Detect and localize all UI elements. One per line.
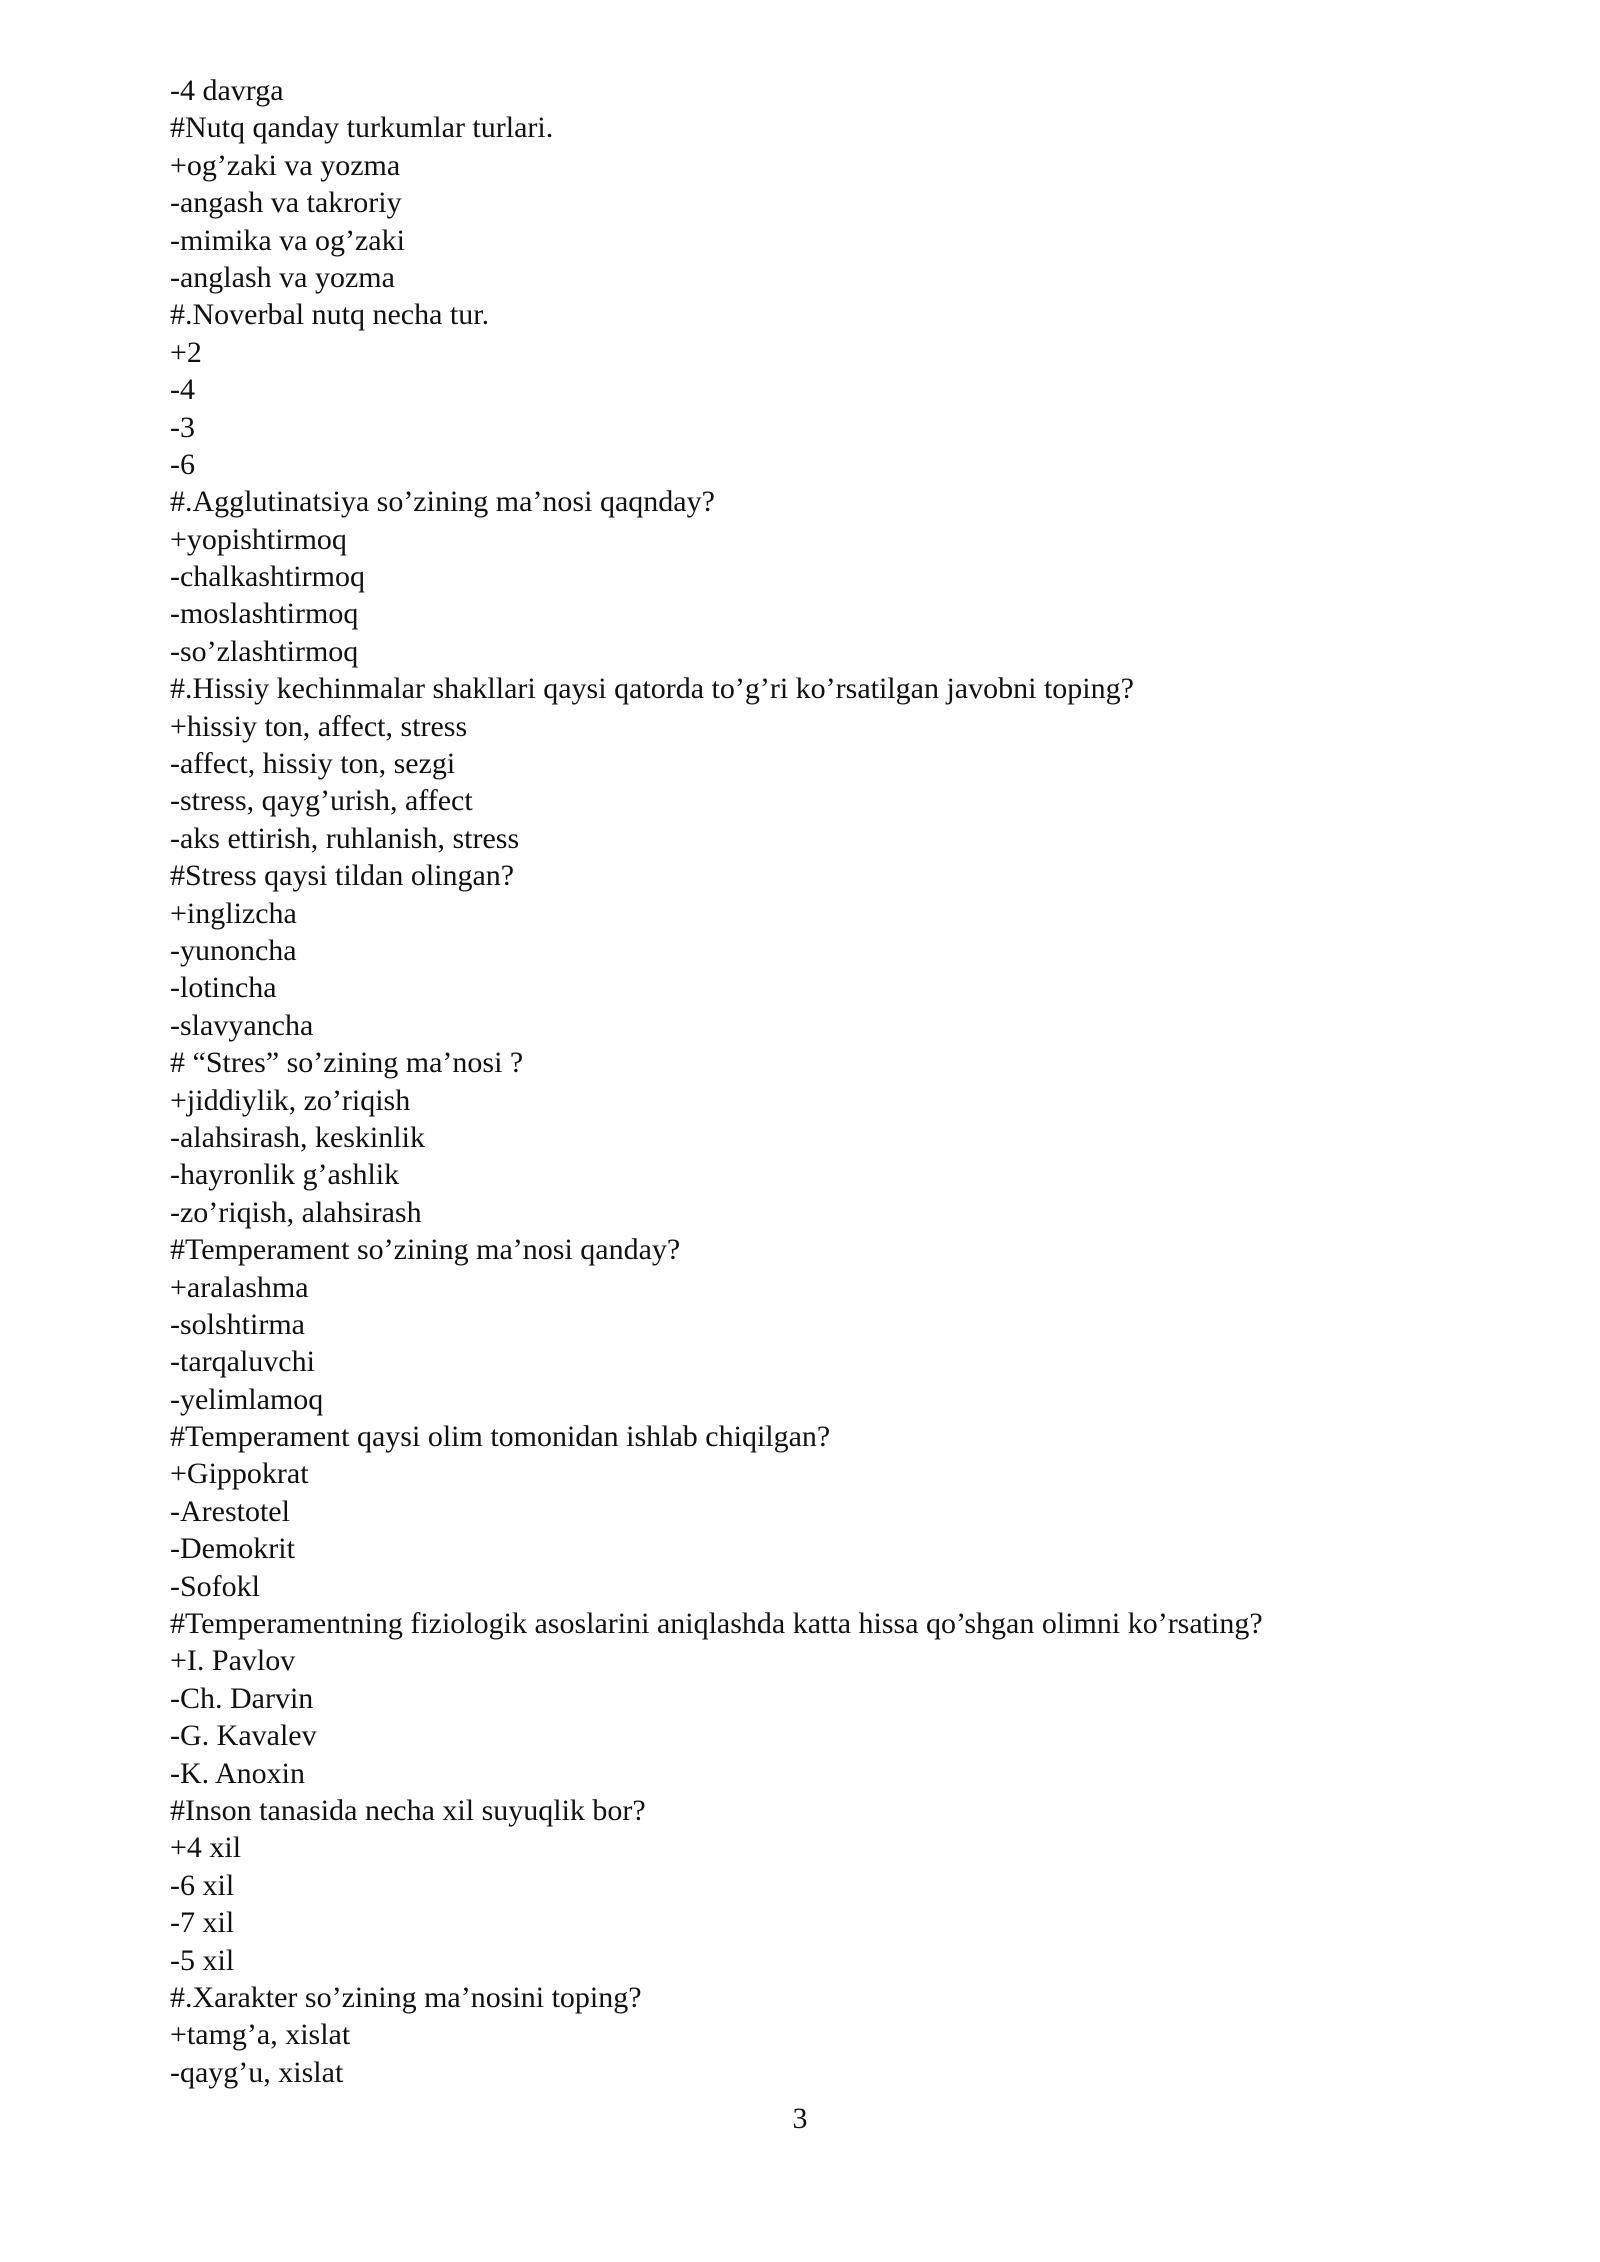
question-line: #.Agglutinatsiya so’zining ma’nosi qaqnday? bbox=[170, 485, 715, 519]
answer-option-line: -K. Anoxin bbox=[170, 1756, 305, 1790]
correct-answer-line: +jiddiylik, zo’riqish bbox=[170, 1083, 411, 1117]
answer-option-line: -alahsirash, keskinlik bbox=[170, 1120, 425, 1154]
answer-option-line: -affect, hissiy ton, sezgi bbox=[170, 747, 456, 781]
question-line: #Temperament so’zining ma’nosi qanday? bbox=[170, 1233, 681, 1267]
answer-option-line: -6 xil bbox=[170, 1868, 235, 1902]
answer-option-line: -4 davrga bbox=[170, 74, 284, 107]
answer-option-line: -solshtirma bbox=[170, 1307, 305, 1341]
correct-answer-line: +Gippokrat bbox=[170, 1457, 309, 1491]
answer-option-line: -Ch. Darvin bbox=[170, 1681, 314, 1715]
answer-option-line: -so’zlashtirmoq bbox=[170, 634, 359, 668]
answer-option-line: -tarqaluvchi bbox=[170, 1345, 315, 1379]
answer-option-line: -G. Kavalev bbox=[170, 1719, 317, 1753]
answer-option-line: -Sofokl bbox=[170, 1569, 260, 1603]
answer-option-line: -3 bbox=[170, 410, 195, 444]
answer-option-line: -yelimlamoq bbox=[170, 1382, 324, 1416]
question-line: #Temperamentning fiziologik asoslarini aniqlashda katta hissa qo’shgan olimni ko’rsating? bbox=[170, 1607, 1263, 1641]
answer-option-line: -Arestotel bbox=[170, 1494, 290, 1528]
correct-answer-line: +2 bbox=[170, 335, 202, 369]
page-number: 3 bbox=[792, 2102, 808, 2135]
question-line: #Inson tanasida necha xil suyuqlik bor? bbox=[170, 1793, 646, 1827]
answer-option-line: -stress, qayg’urish, affect bbox=[170, 784, 473, 818]
correct-answer-line: +inglizcha bbox=[170, 896, 297, 930]
answer-option-line: -5 xil bbox=[170, 1943, 235, 1977]
correct-answer-line: +I. Pavlov bbox=[170, 1644, 296, 1678]
correct-answer-line: +yopishtirmoq bbox=[170, 522, 347, 556]
document-body bbox=[170, 72, 1470, 2091]
answer-option-line: -aks ettirish, ruhlanish, stress bbox=[170, 821, 520, 855]
question-line: #Nutq qanday turkumlar turlari. bbox=[170, 111, 554, 145]
answer-option-line: -7 xil bbox=[170, 1906, 235, 1940]
answer-option-line: -yunoncha bbox=[170, 933, 297, 967]
correct-answer-line: +tamg’a, xislat bbox=[170, 2018, 351, 2052]
question-line: # “Stres” so’zining ma’nosi ? bbox=[170, 1046, 524, 1080]
answer-option-line: -mimika va og’zaki bbox=[170, 223, 405, 257]
answer-option-line: -slavyancha bbox=[170, 1008, 314, 1042]
answer-option-line: -qayg’u, xislat bbox=[170, 2055, 344, 2089]
correct-answer-line: +og’zaki va yozma bbox=[170, 148, 401, 182]
correct-answer-line: +aralashma bbox=[170, 1270, 309, 1304]
answer-option-line: -4 bbox=[170, 373, 195, 407]
question-line: #.Hissiy kechinmalar shakllari qaysi qatorda to’g’ri ko’rsatilgan javobni toping? bbox=[170, 672, 1134, 706]
answer-option-line: -angash va takroriy bbox=[170, 186, 402, 220]
answer-option-line: -moslashtirmoq bbox=[170, 597, 359, 631]
answer-option-line: -lotincha bbox=[170, 971, 277, 1005]
correct-answer-line: +4 xil bbox=[170, 1831, 242, 1865]
answer-option-line: -Demokrit bbox=[170, 1532, 295, 1566]
question-line: #.Noverbal nutq necha tur. bbox=[170, 298, 490, 332]
question-line: #.Xarakter so’zining ma’nosini toping? bbox=[170, 1980, 642, 2014]
answer-option-line: -hayronlik g’ashlik bbox=[170, 1158, 400, 1192]
answer-option-line: -6 bbox=[170, 447, 195, 481]
question-line: #Stress qaysi tildan olingan? bbox=[170, 859, 515, 893]
answer-option-line: -zo’riqish, alahsirash bbox=[170, 1195, 422, 1229]
answer-option-line: -chalkashtirmoq bbox=[170, 560, 365, 594]
answer-option-line: -anglash va yozma bbox=[170, 260, 395, 294]
question-line: #Temperament qaysi olim tomonidan ishlab chiqilgan? bbox=[170, 1420, 831, 1454]
correct-answer-line: +hissiy ton, affect, stress bbox=[170, 709, 468, 743]
